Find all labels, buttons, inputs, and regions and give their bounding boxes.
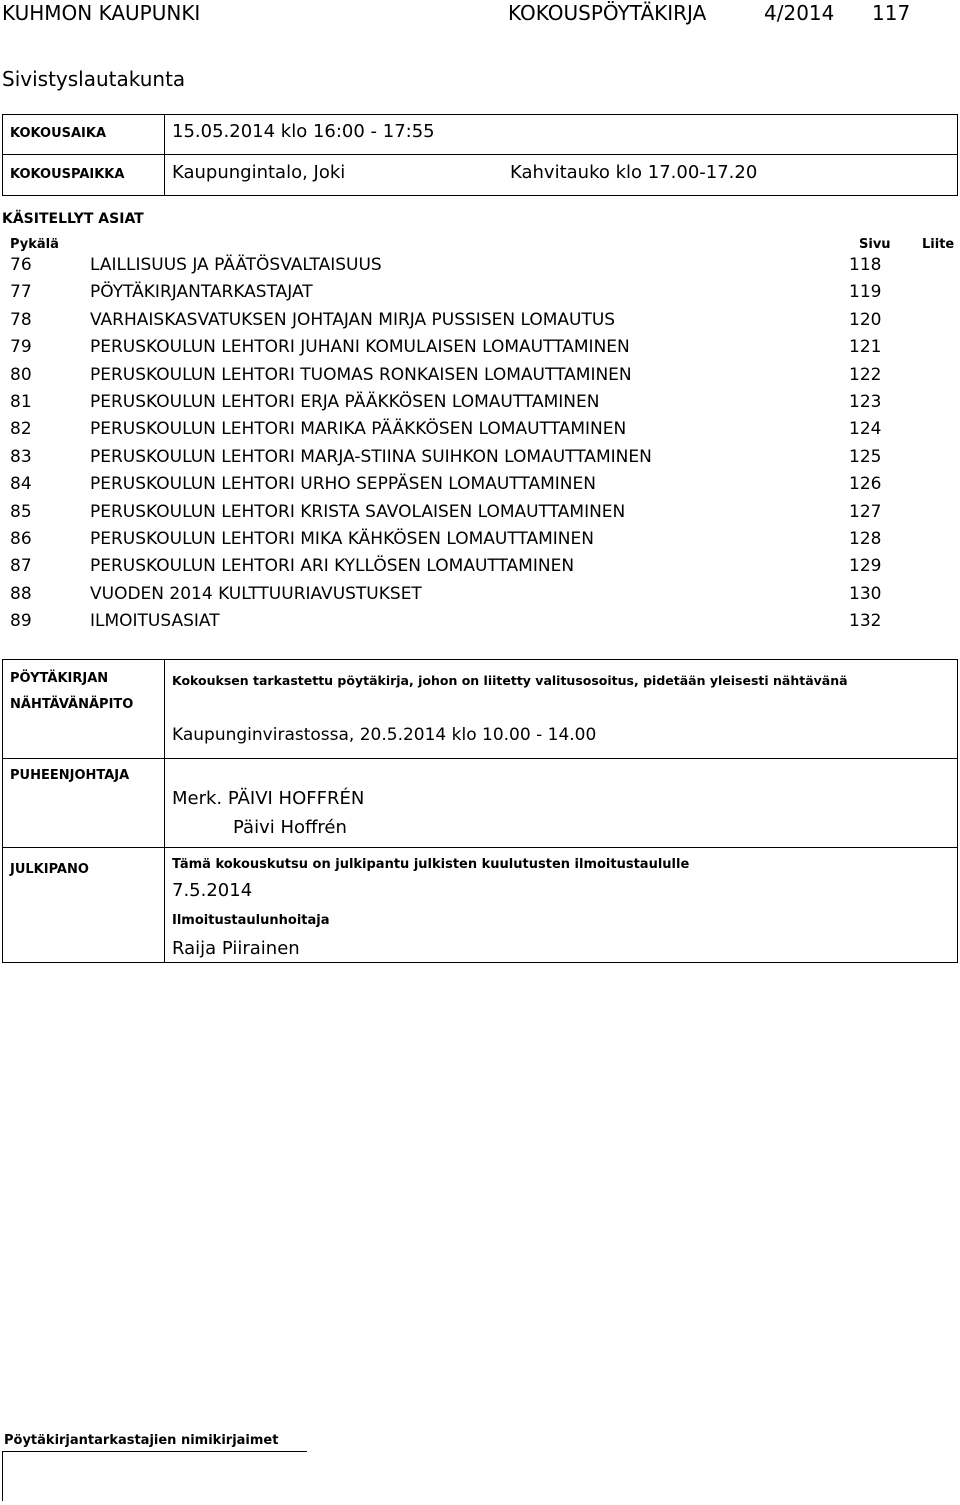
- agenda-item-title: PERUSKOULUN LEHTORI ERJA PÄÄKKÖSEN LOMAUTTAMINEN: [90, 391, 600, 412]
- agenda-item-title: PERUSKOULUN LEHTORI ARI KYLLÖSEN LOMAUTTAMINEN: [90, 556, 575, 577]
- agenda-item: [10, 389, 950, 416]
- agenda-item: [10, 362, 950, 389]
- page-number: 117: [872, 1, 911, 25]
- agenda-item-page: 128: [849, 528, 882, 549]
- agenda-item-number: 83: [10, 446, 32, 467]
- agenda-item-number: 86: [10, 528, 32, 549]
- meeting-info-box: [2, 114, 958, 196]
- agenda-item-title: VUODEN 2014 KULTTUURIAVUSTUKSET: [90, 583, 422, 604]
- agenda-item: [10, 279, 950, 306]
- notice-location-time: Kaupunginvirastossa, 20.5.2014 klo 10.00 - 14.00: [172, 725, 597, 745]
- document-issue: 4/2014: [764, 1, 835, 25]
- agenda-col-attachment: Liite: [922, 237, 955, 252]
- notice-label-line1: PÖYTÄKIRJAN: [10, 671, 109, 686]
- record-info-divider-2: [2, 847, 958, 848]
- agenda-item-number: 87: [10, 556, 32, 577]
- agenda-item-number: 82: [10, 419, 32, 440]
- agenda-item-page: 118: [849, 255, 882, 275]
- posting-text: Tämä kokouskutsu on julkipantu julkisten kuulutusten ilmoitustaululle: [172, 857, 690, 872]
- agenda-item-number: 78: [10, 309, 32, 330]
- agenda-item-page: 126: [849, 474, 882, 495]
- record-info-divider-1: [2, 758, 958, 759]
- document-type: KOKOUSPÖYTÄKIRJA: [508, 1, 707, 25]
- agenda-item: [10, 499, 950, 526]
- agenda-item-number: 81: [10, 391, 32, 412]
- agenda-item-page: 127: [849, 501, 882, 522]
- agenda-item-number: 89: [10, 611, 32, 632]
- agenda-item-number: 85: [10, 501, 32, 522]
- committee-name: Sivistyslautakunta: [2, 67, 186, 91]
- posting-label: JULKIPANO: [10, 862, 89, 877]
- agenda-item-title: PERUSKOULUN LEHTORI KRISTA SAVOLAISEN LOMAUTTAMINEN: [90, 501, 626, 522]
- agenda-item-page: 121: [849, 337, 882, 358]
- agenda-item: [10, 471, 950, 498]
- meeting-info-row-divider: [2, 154, 958, 155]
- chair-signed: Merk. PÄIVI HOFFRÉN: [172, 788, 365, 809]
- agenda-col-page: Sivu: [859, 237, 891, 252]
- agenda-item: [10, 307, 950, 334]
- agenda-item: [10, 553, 950, 580]
- agenda-item-title: PERUSKOULUN LEHTORI MARIKA PÄÄKKÖSEN LOMAUTTAMINEN: [90, 419, 627, 440]
- chair-name: Päivi Hoffrén: [233, 817, 347, 838]
- agenda-item: [10, 444, 950, 471]
- notice-text: Kokouksen tarkastettu pöytäkirja, johon on liitetty valitusosoitus, pidetään yleisesti nähtävänä: [172, 673, 848, 688]
- agenda-item: [10, 252, 950, 279]
- notice-label-line2: NÄHTÄVÄNÄPITO: [10, 697, 134, 712]
- agenda-item-page: 122: [849, 364, 882, 385]
- record-info-divider: [164, 659, 165, 963]
- chair-label: PUHEENJOHTAJA: [10, 768, 130, 783]
- agenda-item-title: ILMOITUSASIAT: [90, 611, 220, 632]
- posting-date: 7.5.2014: [172, 880, 253, 901]
- agenda-list: [10, 252, 950, 635]
- agenda-item-title: PERUSKOULUN LEHTORI MIKA KÄHKÖSEN LOMAUTTAMINEN: [90, 528, 594, 549]
- footer-initials-line: [2, 1451, 307, 1452]
- meeting-place-value: Kaupungintalo, Joki: [172, 162, 346, 183]
- agenda-item-number: 77: [10, 282, 32, 303]
- agenda-item: [10, 581, 950, 608]
- agenda-item-page: 119: [849, 282, 882, 303]
- agenda-item: [10, 334, 950, 361]
- posting-name: Raija Piirainen: [172, 938, 300, 959]
- agenda-item: [10, 526, 950, 553]
- agenda-item-page: 120: [849, 309, 882, 330]
- agenda-item-page: 125: [849, 446, 882, 467]
- meeting-time-value: 15.05.2014 klo 16:00 - 17:55: [172, 121, 435, 142]
- footer-initials-label: Pöytäkirjantarkastajien nimikirjaimet: [4, 1433, 279, 1448]
- agenda-item-page: 132: [849, 611, 882, 632]
- agenda-item-number: 88: [10, 583, 32, 604]
- agenda-item-title: PÖYTÄKIRJANTARKASTAJAT: [90, 282, 313, 303]
- agenda-item-number: 80: [10, 364, 32, 385]
- agenda-item-number: 76: [10, 255, 32, 275]
- agenda-item-page: 130: [849, 583, 882, 604]
- agenda-item-title: PERUSKOULUN LEHTORI MARJA-STIINA SUIHKON LOMAUTTAMINEN: [90, 446, 652, 467]
- organization-name: KUHMON KAUPUNKI: [2, 1, 201, 25]
- agenda-item-page: 123: [849, 391, 882, 412]
- agenda-item-page: 124: [849, 419, 882, 440]
- posting-role: Ilmoitustaulunhoitaja: [172, 913, 330, 928]
- agenda-item-title: LAILLISUUS JA PÄÄTÖSVALTAISUUS: [90, 255, 382, 275]
- agenda-item-title: PERUSKOULUN LEHTORI TUOMAS RONKAISEN LOMAUTTAMINEN: [90, 364, 632, 385]
- record-info-box: [2, 659, 958, 963]
- agenda-item-title: PERUSKOULUN LEHTORI URHO SEPPÄSEN LOMAUTTAMINEN: [90, 474, 596, 495]
- agenda-item-number: 84: [10, 474, 32, 495]
- agenda-item: [10, 608, 950, 635]
- agenda-item-number: 79: [10, 337, 32, 358]
- meeting-info-divider: [164, 114, 165, 196]
- agenda-item-title: PERUSKOULUN LEHTORI JUHANI KOMULAISEN LOMAUTTAMINEN: [90, 337, 630, 358]
- agenda-item: [10, 416, 950, 443]
- agenda-item-page: 129: [849, 556, 882, 577]
- agenda-section-title: KÄSITELLYT ASIAT: [2, 211, 144, 227]
- footer-initials-border: [2, 1451, 3, 1501]
- meeting-place-label: KOKOUSPAIKKA: [10, 167, 125, 182]
- coffee-break-text: Kahvitauko klo 17.00-17.20: [510, 162, 758, 183]
- agenda-col-item: Pykälä: [10, 237, 59, 252]
- meeting-time-label: KOKOUSAIKA: [10, 126, 107, 141]
- agenda-item-title: VARHAISKASVATUKSEN JOHTAJAN MIRJA PUSSISEN LOMAUTUS: [90, 309, 616, 330]
